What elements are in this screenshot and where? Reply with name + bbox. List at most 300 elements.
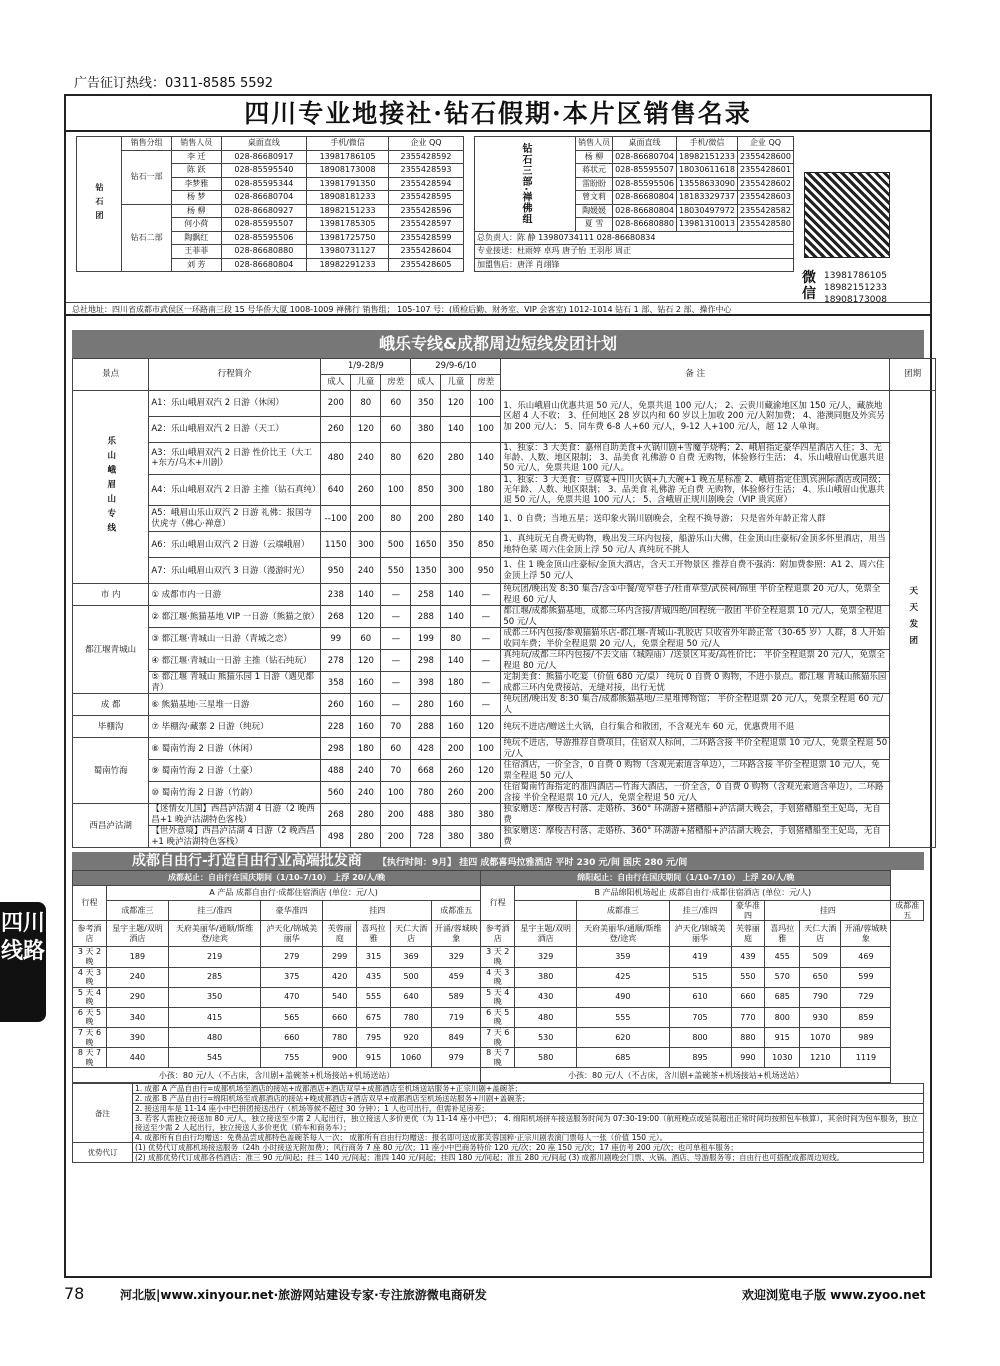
tour-price: 60 <box>381 738 411 760</box>
tour-price: 60 <box>381 417 411 443</box>
tour-price: 260 <box>351 474 381 506</box>
tour-price: 668 <box>411 760 441 782</box>
price-cell: 555 <box>577 1007 669 1027</box>
spot-label: 都江堰青城山 <box>73 606 149 694</box>
price-cell: 660 <box>323 1007 357 1027</box>
sales-group-label-cell <box>77 137 122 272</box>
tour-section-title: 峨乐专线&成都周边短线发团计划 <box>72 330 924 358</box>
price-cell: 515 <box>669 967 731 987</box>
price-cell: 755 <box>261 1048 323 1068</box>
price-cell: 500 <box>390 967 431 987</box>
tour-note: 1、0 自费；当地五星；送印象火锅川剧晚会，全程不换导游； 只是省外年龄正常人群 <box>501 506 890 532</box>
table-cell: 2355428594 <box>388 177 463 191</box>
price-cell: 299 <box>323 947 357 967</box>
tour-name: ⑤ 都江堰 青城山 熊猫乐园 1 日游（遇见都青） <box>149 672 321 694</box>
table-cell: 2355428601 <box>738 164 794 178</box>
sales-table-right <box>474 136 794 272</box>
table-cell: 028-85595344 <box>221 177 307 191</box>
column-header: 销售人员 <box>171 137 221 151</box>
table-cell: 刘 芳 <box>171 258 221 272</box>
tour-price: 480 <box>321 443 351 475</box>
column-header: 景点 <box>73 359 149 391</box>
column-header: 手机/微信 <box>676 137 737 151</box>
table-cell: 杨 柳 <box>576 150 613 164</box>
free-travel-title <box>72 852 924 870</box>
price-cell: 589 <box>432 987 481 1007</box>
column-header: 备 注 <box>501 359 890 391</box>
price-cell: 770 <box>731 1007 765 1027</box>
price-cell: 685 <box>577 1048 669 1068</box>
table-row <box>475 245 794 259</box>
tour-price: 298 <box>321 738 351 760</box>
table-row <box>73 584 936 606</box>
tour-price: 160 <box>441 694 471 716</box>
price-cell: 685 <box>765 987 800 1007</box>
spacer-cell <box>515 901 577 921</box>
table-cell: 2355428595 <box>388 191 463 205</box>
table-cell: 028-85595507 <box>221 218 307 232</box>
table-cell: 028-86680927 <box>221 204 307 218</box>
tour-price: 99 <box>321 628 351 650</box>
price-cell: 989 <box>841 1028 891 1048</box>
table-row <box>73 443 936 475</box>
tour-name: ① 成都市内一日游 <box>149 584 321 606</box>
table-cell: 雷盼盼 <box>576 177 613 191</box>
table-row <box>73 391 936 417</box>
price-cell: 1119 <box>841 1048 891 1068</box>
tour-note: 独家赠送：摩梭吉村落、走婚桥、360° 环湖游+猪槽船+泸沽湖大晚会，手划猪槽船至王妃岛，无自费 <box>501 826 890 848</box>
price-cell: 790 <box>800 987 841 1007</box>
tour-price: 200 <box>381 804 411 826</box>
table-cell: 18908173008 <box>307 164 389 178</box>
tour-price: 358 <box>321 672 351 694</box>
price-cell: 435 <box>357 967 391 987</box>
table-row <box>73 947 924 967</box>
tour-note: 纯玩团/晚出发 8:30 集合/含①中餐/宽窄巷子/杜甫草堂/武侯祠/锦里 半价全程退票 20 元/人，免票全程退 60 元/人 <box>501 584 890 606</box>
price-cell: 8 天 7 晚 <box>481 1048 515 1068</box>
column-header: 手机/微信 <box>307 137 389 151</box>
column-header: 行程简介 <box>149 359 321 391</box>
sales-section <box>66 132 930 305</box>
price-cell: 540 <box>323 987 357 1007</box>
price-cell: 5 天 4 晚 <box>481 987 515 1007</box>
price-cell: 480 <box>515 1007 577 1027</box>
tour-price: 288 <box>411 606 441 628</box>
price-cell: 8 天 7 晚 <box>73 1048 107 1068</box>
tour-price: 620 <box>411 443 441 475</box>
price-cell: 480 <box>168 1028 260 1048</box>
sales-contact-line: 总负责人：陈 静 13980734111 028-86680834 <box>475 231 794 245</box>
price-cell: 719 <box>432 1007 481 1027</box>
tour-price: 380 <box>441 804 471 826</box>
note-line: 4. 成都所有自由行均赠送：免费品尝成都特色盖碗茶每人一次； 成都所有自由行均赠送：报名即可送成都芙蓉国粹·正宗川剧表演门票每人一张（价值 150 元）。 <box>133 1133 924 1143</box>
price-cell: 800 <box>765 1007 800 1027</box>
table-cell: 028-85595506 <box>221 231 307 245</box>
tour-price: 728 <box>411 826 441 848</box>
tour-price: 199 <box>411 628 441 650</box>
sales-group-label: 钻石三部·禅佛组 <box>475 137 576 232</box>
table-cell: 曾文莉 <box>576 191 613 205</box>
price-cell: 545 <box>168 1048 260 1068</box>
table-row <box>73 1068 924 1083</box>
hotel-grade: 挂三/准四 <box>669 901 731 921</box>
tour-price: 850 <box>411 474 441 506</box>
tour-name: A7：乐山峨眉山双汽 3 日游（漫游时光） <box>149 558 321 584</box>
price-cell: 1060 <box>390 1048 431 1068</box>
tour-name: A2：乐山峨眉双汽 2 日游（天工） <box>149 417 321 443</box>
table-cell: 18030611618 <box>676 164 737 178</box>
tour-price: 200 <box>321 391 351 417</box>
table-cell: 18982291233 <box>307 258 389 272</box>
page-number: 78 <box>64 1284 85 1303</box>
table-cell: 2355428600 <box>738 150 794 164</box>
column-header: 房差 <box>471 375 501 391</box>
tour-name: A4：乐山峨眉双汽 2 日游 主推（钻石真纯） <box>149 474 321 506</box>
tour-price: 288 <box>411 716 441 738</box>
table-cell: 杨 柳 <box>171 204 221 218</box>
tour-price: 280 <box>351 826 381 848</box>
tour-name: ⑦ 毕棚沟·藏寨 2 日游（纯玩） <box>149 716 321 738</box>
tour-price: 260 <box>321 694 351 716</box>
hotel-grade: 挂四 <box>765 901 891 921</box>
free-travel-notes <box>72 1083 924 1163</box>
table-row <box>73 804 936 826</box>
price-cell: 439 <box>731 947 765 967</box>
table-cell: 028-86680804 <box>221 258 307 272</box>
tour-price: 1650 <box>411 532 441 558</box>
wechat-number: 13981786105 <box>824 271 887 281</box>
tour-price: 120 <box>351 650 381 672</box>
price-cell: 880 <box>731 1028 765 1048</box>
free-travel-heading: 成都自由行-打造自由行业高端批发商 <box>132 853 362 870</box>
price-cell: 219 <box>168 947 260 967</box>
table-row <box>73 474 936 506</box>
price-cell: 780 <box>390 1007 431 1027</box>
note-line: 1. 成都 A 产品自由行=成都机场至酒店的接站+成都酒店+酒店双早+成都酒店至机场送站服务+正宗川剧+盖碗茶； <box>133 1084 924 1094</box>
price-cell: 650 <box>800 967 841 987</box>
price-cell: 570 <box>765 967 800 987</box>
price-cell: 380 <box>515 967 577 987</box>
table-row <box>73 1007 924 1027</box>
table-row <box>73 558 936 584</box>
table-row <box>475 137 794 151</box>
tour-price: 850 <box>471 532 501 558</box>
table-cell: 028-86680880 <box>613 218 677 232</box>
tour-name: A6：乐山峨眉山双汽 2 日游（云端峨眉） <box>149 532 321 558</box>
table-cell: 028-85595540 <box>221 164 307 178</box>
price-cell: 979 <box>432 1048 481 1068</box>
price-cell: 7 天 6 晚 <box>481 1028 515 1048</box>
table-cell: 2355428604 <box>388 245 463 259</box>
column-header: 成人 <box>411 375 441 391</box>
section-side-tab <box>0 902 46 1022</box>
tour-price: 70 <box>381 760 411 782</box>
table-cell: 028-86680704 <box>613 150 677 164</box>
table-row <box>73 1143 924 1153</box>
price-cell: 285 <box>168 967 260 987</box>
price-cell: 329 <box>432 947 481 967</box>
tour-note: 纯玩不进店，导游推荐自费项目，住宿双人标间，二环路含接 半价全程退票 10 元/人，免票全程退 50 元/人 <box>501 738 890 760</box>
table-row <box>73 1114 924 1133</box>
tour-price: --100 <box>321 506 351 532</box>
sales-group-label: 钻石团 <box>94 183 104 225</box>
tour-price: 140 <box>441 606 471 628</box>
tour-price: 80 <box>441 628 471 650</box>
tour-price: 300 <box>441 558 471 584</box>
table-row <box>73 672 936 694</box>
tour-price: 240 <box>351 558 381 584</box>
note-line: 2. 接送用车是 11-14 座小中巴拼团接送出行（机场等候不超过 30 分钟）；1 人也可出行，但需补足房差； <box>133 1104 924 1114</box>
price-cell: 610 <box>669 987 731 1007</box>
tour-name: ② 都江堰·熊猫基地 VIP 一日游（熊猫之旅） <box>149 606 321 628</box>
table-cell: 杨 梦 <box>171 191 221 205</box>
tour-price: 160 <box>351 694 381 716</box>
tour-price: 100 <box>471 391 501 417</box>
price-cell: 599 <box>841 967 891 987</box>
table-cell: 13981310013 <box>676 218 737 232</box>
tour-price: 950 <box>471 558 501 584</box>
free-travel-left-title: 成都起止：自由行在国庆期间（1/10-7/10） 上浮 20/人/晚 <box>73 871 481 886</box>
price-cell: 1030 <box>765 1048 800 1068</box>
tour-note: 1、住 1 晚金顶山庄豪标/金顶大酒店，含天工开物景区 推荐自费不强消：附加费参照：A1 2、周六住金顶上浮 50 元/人 <box>501 558 890 584</box>
tour-note: 成都三环内包接/参观猫猫乐店-都江堰-青城山-乳胶店 只收省外年龄正常（30-65 岁）人群，8 人开始收同车费；半价全程退票 20 元/人，免票全程退 50 元/人 <box>501 628 890 650</box>
tour-price: 60 <box>381 391 411 417</box>
footer-left: 河北版|www.xinyour.net·旅游网站建设专家·专注旅游微电商研发 <box>120 1288 487 1302</box>
table-row <box>73 886 924 901</box>
tour-table <box>72 358 936 848</box>
tour-price: 140 <box>441 417 471 443</box>
tour-note: 定制美食：熊猫小吃宴（价值 680 元/桌） 纯玩 0 自费 0 购物，不进小景点。都江堰 青城山熊猫乐园 成都三环内免费接站，无缝对接，出行无忧 <box>501 672 890 694</box>
spot-label: 乐山峨眉山专线 <box>73 391 149 584</box>
table-row <box>73 532 936 558</box>
tour-price: 1350 <box>411 558 441 584</box>
tour-price: 488 <box>321 760 351 782</box>
table-cell: 028-86680804 <box>613 204 677 218</box>
tour-price: 200 <box>441 738 471 760</box>
tour-price: 240 <box>351 760 381 782</box>
table-cell: 陶媛媛 <box>576 204 613 218</box>
column-header: 桌面直线 <box>221 137 307 151</box>
hotel-name: 开涌/蓉城映象 <box>841 921 891 947</box>
tour-note: 1、独家：3 大美食：豆腐宴+四川火锅+九大碗+1 晚五星标准 2、峨眉指定住凯宾洲际酒店或同级；无年龄、人数、地区限制； 3、品美食 礼佛游 无自费 无购物，体验修行生活； 4、乐山峨眉山优惠共退 50 元/人，免票共退 100 元/人； 5、含峨眉正规川剧晚会（VIP 贵宾席） <box>501 474 890 506</box>
price-cell: 895 <box>669 1048 731 1068</box>
tour-price: — <box>381 606 411 628</box>
tour-price: 160 <box>441 716 471 738</box>
agent-line: (1) 优势代订成都机场接送服务（24h 小时接送无附加费）；风行商务 7 座 80 元/次；11 座小中巴商务特价 120 元/次；20 座 150 元/次；17 座仿考 200 元/次；也可单租车服务； <box>133 1143 924 1153</box>
tour-price: 380 <box>471 804 501 826</box>
tour-price: 200 <box>471 782 501 804</box>
table-row <box>73 871 924 886</box>
table-cell: 13981785305 <box>307 218 389 232</box>
column-header: 团期 <box>890 359 936 391</box>
table-cell: 13981791350 <box>307 177 389 191</box>
tour-price: 238 <box>321 584 351 606</box>
tour-price: 100 <box>381 474 411 506</box>
tour-price: 120 <box>351 417 381 443</box>
tour-price: 260 <box>441 782 471 804</box>
hotel-grade: 成都准五 <box>891 901 924 921</box>
column-header: 桌面直线 <box>613 137 677 151</box>
sales-contact-line: 专业接送：杜雨婷 卓玛 唐子怡 王羽彤 周正 <box>475 245 794 259</box>
tour-price: — <box>381 650 411 672</box>
tour-price: 280 <box>441 443 471 475</box>
tour-price: 140 <box>441 584 471 606</box>
column-header: 参考酒店 <box>73 921 107 947</box>
agent-label: 优势代订 <box>73 1143 133 1163</box>
tour-price: — <box>381 628 411 650</box>
price-cell: 705 <box>669 1007 731 1027</box>
price-cell: 800 <box>669 1028 731 1048</box>
tour-note: 都江堰/成都熊猫基地，成都三环内含接/青城四绝/回程统一散团 半价全程退票 10 元/人，免票全程退 50 元/人 <box>501 606 890 628</box>
table-row <box>77 137 464 151</box>
tour-name: A5：峨眉山乐山双汽 2 日游 礼佛：报国寺 伏虎寺（佛心·禅意） <box>149 506 321 532</box>
tour-price: 268 <box>321 804 351 826</box>
child-price-note: 小孩：80 元/人（不占床，含川剧+盖碗茶+机场接站+机场送站） <box>73 1068 481 1083</box>
price-cell: 419 <box>669 947 731 967</box>
note-line: 3. 若客人需独立接送加 80 元/人，独立接送至少需 2 人起出行，独立接送人多价更优（为 11-14 座小中巴）； 4. 绵阳机场拼车接送服务时间为 07:30-19:00（航班晚点或延误超出正常时间均按照包车核算），其余时间为包车服务，独立接送至少需 2 人起出行，独立接送人多价更优（轿车和商务车）； <box>133 1114 924 1133</box>
tour-price: 258 <box>411 584 441 606</box>
sales-subgroup: 钻石二部 <box>122 204 172 272</box>
table-row <box>73 694 936 716</box>
tour-price: 298 <box>411 650 441 672</box>
table-cell: 2355428605 <box>388 258 463 272</box>
hotel-name: 喜玛拉雅 <box>357 921 391 947</box>
price-cell: 415 <box>168 1007 260 1027</box>
tour-note: 住宿酒店，一价全含，0 自费 0 购物（含观光索道含单边），二环路含接 半价全程退票 10 元/人，免票全程退 50 元/人 <box>501 760 890 782</box>
notes-label: 备注 <box>73 1084 133 1143</box>
daily-departure-label: 天天发团 <box>890 391 936 848</box>
tour-price: 60 <box>351 628 381 650</box>
tour-price: — <box>381 694 411 716</box>
price-cell: 420 <box>323 967 357 987</box>
table-cell: 2355428582 <box>738 204 794 218</box>
tour-price: 380 <box>411 417 441 443</box>
hotel-grade: 豪华准四 <box>731 901 765 921</box>
column-header: 行程 <box>73 886 107 921</box>
tour-price: 488 <box>411 804 441 826</box>
price-cell: 620 <box>577 1028 669 1048</box>
tour-price: 560 <box>321 782 351 804</box>
spot-label: 西昌泸沽湖 <box>73 804 149 848</box>
price-cell: 930 <box>800 1007 841 1027</box>
hotel-name: 天府美丽华/通顺/斯维登/途宾 <box>168 921 260 947</box>
spot-label: 毕棚沟 <box>73 716 149 738</box>
price-cell: 359 <box>577 947 669 967</box>
tour-note: 纯玩不进店/赠送土火锅，自行集合和散团，不含观光车 60 元，优惠费用不退 <box>501 716 890 738</box>
price-cell: 555 <box>357 987 391 1007</box>
table-cell: 028-85595507 <box>613 164 677 178</box>
table-cell: 18982151233 <box>676 150 737 164</box>
table-row <box>73 650 936 672</box>
table-row <box>73 921 924 947</box>
table-cell: 13981725750 <box>307 231 389 245</box>
hotel-grade: 成都准三 <box>106 901 168 921</box>
table-cell: 陶飘红 <box>171 231 221 245</box>
table-row <box>73 738 936 760</box>
tour-price: 200 <box>411 506 441 532</box>
tour-price: 350 <box>441 532 471 558</box>
column-header: 企业 QQ <box>738 137 794 151</box>
tour-price: 100 <box>471 738 501 760</box>
tour-price: 120 <box>351 606 381 628</box>
tour-price: 780 <box>411 782 441 804</box>
table-cell: 2355428592 <box>388 150 463 164</box>
tour-price: 260 <box>321 417 351 443</box>
tour-price: 80 <box>381 443 411 475</box>
tour-price: — <box>471 694 501 716</box>
tour-price: 240 <box>351 782 381 804</box>
price-cell: 780 <box>323 1028 357 1048</box>
tour-price: 140 <box>471 506 501 532</box>
table-cell: 18030497972 <box>676 204 737 218</box>
main-frame <box>64 94 932 1278</box>
hotel-name: 泸天化/锦城美丽华 <box>261 921 323 947</box>
tour-price: 80 <box>381 506 411 532</box>
tour-note: 1、独家：3 大美食：嘉州自助美食+火锅川剧+雪魔芋烧鸭；2、峨眉指定豪华四星酒店入住；3、无年龄、人数、地区限制； 3、品美食 礼佛游 0 自费 无购物，体验修行生活； 4、乐山峨眉山优惠共退 50 元/人，免票共退 100 元/人。 <box>501 443 890 475</box>
tour-price: 300 <box>351 532 381 558</box>
tour-price: 428 <box>411 738 441 760</box>
tour-name: ⑧ 蜀南竹海 2 日游（休闲） <box>149 738 321 760</box>
column-header: 行程 <box>481 886 515 921</box>
hotel-name: 开涌/蓉城映象 <box>432 921 481 947</box>
sales-contact-line: 加盟售后：唐洋 肖翊锋 <box>475 258 794 272</box>
hotel-name: 天仁大酒店 <box>800 921 841 947</box>
price-cell: 4 天 3 晚 <box>73 967 107 987</box>
price-cell: 469 <box>841 947 891 967</box>
price-cell: 430 <box>515 987 577 1007</box>
hotel-grade: 成都准三 <box>577 901 669 921</box>
table-cell: 028-86680880 <box>221 245 307 259</box>
tour-price: 380 <box>471 826 501 848</box>
company-address: 总社地址：四川省成都市武侯区一环路南三段 15 号华侨大厦 1008-1009 禅佛行 销售组； 105-107 号：(质检后勤、财务室、VIP 会客室) 1012-1014 钻石 1 部、钻石 2 部、操作中心 <box>66 302 930 316</box>
footer-right: 欢迎浏览电子版 www.zyoo.net <box>742 1288 926 1302</box>
price-cell: 660 <box>731 987 765 1007</box>
price-cell: 6 天 5 晚 <box>73 1007 107 1027</box>
tour-note: 住宿蜀南竹海指定的准四酒店—竹海大酒店，一价全含，0 自费 0 购物（含观光索道含单边），二环路含接 半价全程退票 10 元/人，免票全程退 50 元/人 <box>501 782 890 804</box>
price-cell: 340 <box>106 1007 168 1027</box>
hotel-name: 喜玛拉雅 <box>765 921 800 947</box>
tour-price: 280 <box>411 694 441 716</box>
tour-name: ③ 都江堰·青城山一日游（青城之恋） <box>149 628 321 650</box>
child-price-note: 小孩：80 元/人（不占床，含川剧+盖碗茶+机场接站+机场送站） <box>481 1068 891 1083</box>
side-tab-line: 四川 <box>0 911 45 936</box>
price-cell: 6 天 5 晚 <box>481 1007 515 1027</box>
spot-label: 成 都 <box>73 694 149 716</box>
hotel-name: 芙蓉丽庭 <box>323 921 357 947</box>
table-row <box>73 506 936 532</box>
price-cell: 369 <box>390 947 431 967</box>
tour-price: 100 <box>471 417 501 443</box>
price-cell: 390 <box>106 1028 168 1048</box>
tour-price: 268 <box>321 606 351 628</box>
price-cell: 329 <box>515 947 577 967</box>
table-row <box>73 826 936 848</box>
table-cell: 夏 雪 <box>576 218 613 232</box>
column-header: 企业 QQ <box>388 137 463 151</box>
tour-note: 1、真纯玩无自费无购物，晚出发三环内包接，船游乐山大佛，住金顶山庄豪标/金顶多怀里酒店，用当地特色菜 周六住金顶上浮 50 元/人 真纯玩不挑人 <box>501 532 890 558</box>
price-cell: 3 天 2 晚 <box>481 947 515 967</box>
column-header: 1/9-28/9 <box>321 359 411 375</box>
wechat-label: 微信 <box>802 270 816 302</box>
tour-name: 【迷情女儿国】西昌泸沽湖 4 日游（2 晚西昌+1 晚泸沽湖特色客栈） <box>149 804 321 826</box>
hotel-name: 芙蓉丽庭 <box>731 921 765 947</box>
table-cell: 李梦雅 <box>171 177 221 191</box>
price-cell: 455 <box>765 947 800 967</box>
agent-line: (2) 成都优势代订成都各档酒店：准三 90 元/间起；挂三 140 元/间起；准四 140 元/间起；挂四 180 元/间起；准五 280 元/间起 (3) 成都川剧晚会门票、火锅、酒店、导游服务等；自由行也可搭配成都周边短线。 <box>133 1153 924 1163</box>
wechat-number: 18908173008 <box>824 295 887 305</box>
table-cell: 18982151233 <box>307 204 389 218</box>
table-cell: 李 迁 <box>171 150 221 164</box>
